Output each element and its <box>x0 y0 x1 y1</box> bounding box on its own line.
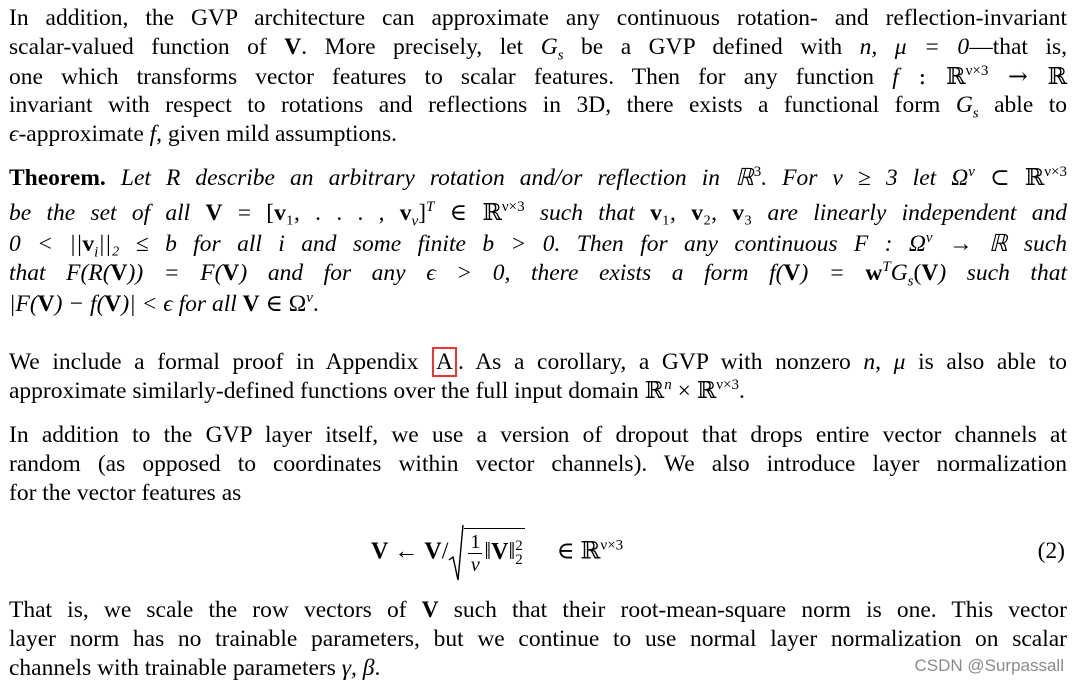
math-sub: s <box>557 47 564 64</box>
math-sup: ν×3 <box>600 537 624 554</box>
math-bold-V: V <box>205 200 223 226</box>
math-sup: ν <box>925 230 933 247</box>
theorem-line3 <box>9 230 1067 259</box>
math-bold-V: V <box>37 291 55 317</box>
math-epsilon: ϵ <box>9 121 19 147</box>
math-bold-V: V <box>110 260 128 286</box>
math-sub: i <box>94 244 99 261</box>
text: . For ν ≥ 3 let Ω <box>761 165 969 191</box>
math-bold-V: V <box>104 291 122 317</box>
math: ( <box>913 260 922 286</box>
text: , given mild assumptions. <box>156 121 398 147</box>
theorem-label: Theorem. <box>9 165 106 191</box>
math-bold-V: V <box>242 291 260 317</box>
para2-line1 <box>9 348 1067 377</box>
math-sub: s <box>907 273 914 290</box>
theorem-line1 <box>9 164 1067 193</box>
text: ||₂ ≤ b for all i and some finite b > 0. Then for any continuous F : Ω <box>98 231 926 257</box>
text: . <box>374 655 381 681</box>
text: In addition to the GVP layer itself, we use a version of dropout that drops entire vector channels at <box>9 422 1067 448</box>
math-bold-v: v <box>82 231 95 257</box>
math-bold-w: w <box>865 260 883 286</box>
theorem-line2 <box>9 199 1067 228</box>
math: ∈ Ω <box>259 291 307 317</box>
math: ∈ ℝ <box>434 200 502 226</box>
text: We include a formal proof in Appendix <box>9 349 431 375</box>
math-sup: 2 <box>515 538 523 554</box>
para1-line5 <box>9 120 1067 149</box>
math-slash: / <box>441 538 449 565</box>
sqrt-radical-icon <box>448 524 464 582</box>
equation-body <box>371 524 623 582</box>
para4-line2 <box>9 625 1067 654</box>
text: layer norm has no trainable parameters, but we continue to use normal layer normalization on scalar <box>9 626 1067 652</box>
text: able to <box>978 92 1067 118</box>
text: That is, we scale the row vectors of <box>9 597 422 623</box>
text: . <box>738 378 745 404</box>
para2-line2 <box>9 377 1067 406</box>
math-arrow: ← <box>388 538 425 565</box>
math-bold-V: V <box>284 34 302 60</box>
math-bold-v: v <box>650 200 662 226</box>
text: Let R describe an arbitrary rotation and/or reflection in ℝ <box>120 165 754 191</box>
math-sup: T <box>882 259 891 276</box>
fraction-denominator: ν <box>470 553 480 576</box>
math: = [ <box>222 200 275 226</box>
text: approximate similarly-defined functions over the full input domain ℝ <box>9 378 665 404</box>
para3-line1 <box>9 421 1067 450</box>
text: such that their root-mean-square norm is one. This vector <box>438 597 1067 623</box>
text: In addition, the GVP architecture can approximate any continuous rotation- and reflection-invariant <box>9 5 1067 31</box>
appendix-link[interactable]: A <box>432 347 457 377</box>
text: . As a corollary, a GVP with nonzero <box>457 349 864 375</box>
math-G: G <box>540 34 558 60</box>
para3-line2 <box>9 450 1067 479</box>
text: —that is, <box>969 34 1067 60</box>
math-bold-V: V <box>371 538 389 565</box>
math: ₃ <box>744 200 753 226</box>
text: . More precisely, let <box>301 34 541 60</box>
text: such that <box>524 200 651 226</box>
text: is also able to <box>905 349 1067 375</box>
math-inline: γ, β <box>341 655 375 681</box>
math-sub: ν <box>411 213 419 230</box>
text: |F( <box>9 291 38 317</box>
math-sup: ν×3 <box>716 377 739 394</box>
math-norm: ‖ <box>484 538 492 565</box>
math-sup: T <box>426 199 435 216</box>
theorem-line5 <box>9 290 1067 319</box>
math-subset: ⊂ ℝ <box>974 165 1045 191</box>
para4-line1 <box>9 596 1067 625</box>
math-sup: ν×3 <box>965 63 989 80</box>
para1-line3 <box>9 62 1067 92</box>
math-bold-V: V <box>424 538 442 565</box>
math-bold-v: v <box>274 200 286 226</box>
math: × ℝ <box>671 378 717 404</box>
text: invariant with respect to rotations and reflections in 3D, there exists a functional form <box>9 92 956 118</box>
text: )| < ϵ for all <box>121 291 243 317</box>
math-sup: ν <box>306 290 313 307</box>
math-bold-V: V <box>222 260 240 286</box>
text: for the vector features as <box>9 480 242 506</box>
math-bold-v: v <box>732 200 745 226</box>
text: channels with trainable parameters <box>9 655 342 681</box>
para1-line1 <box>9 4 1067 33</box>
math-G: G <box>955 92 973 118</box>
math-inline: n, μ <box>863 349 906 375</box>
math-norm: ‖ <box>508 538 516 565</box>
text: ) − f( <box>54 291 105 317</box>
math-bold-v: v <box>399 200 412 226</box>
math-sup: n <box>664 377 672 394</box>
math-sub: 2 <box>515 552 523 568</box>
math-G: G <box>890 260 908 286</box>
text: )) = F( <box>127 260 223 286</box>
math-sup: ν×3 <box>501 199 525 216</box>
text: be a GVP defined with <box>563 34 860 60</box>
text: → ℝ such <box>932 231 1067 257</box>
equation-2 <box>9 516 1067 586</box>
math-in: ∈ ℝ <box>556 538 601 565</box>
text: scalar-valued function of <box>9 34 285 60</box>
text: that F(R( <box>9 260 111 286</box>
text: ) such that <box>938 260 1067 286</box>
fraction-numerator: 1 <box>470 530 481 553</box>
text: ) = <box>800 260 866 286</box>
text: ) and for any ϵ > 0, there exists a form f( <box>239 260 784 286</box>
math-bold-V: V <box>421 597 439 623</box>
sqrt <box>448 524 524 582</box>
math-map: : ℝ <box>898 62 966 90</box>
para4-line3 <box>9 654 1067 683</box>
math-f: f <box>892 64 899 90</box>
theorem-line4 <box>9 259 1067 288</box>
math-inline: n, μ = 0 <box>859 34 970 60</box>
math: ] <box>418 200 427 226</box>
watermark: CSDN @Surpassall <box>914 656 1064 675</box>
math: ₂, <box>702 200 733 226</box>
math-sup: ν×3 <box>1044 164 1067 181</box>
math-sup: 3 <box>753 164 762 181</box>
para1-line2 <box>9 33 1067 62</box>
text: 0 < || <box>9 231 83 257</box>
sqrt-content <box>464 528 524 576</box>
text: . <box>312 291 319 317</box>
math-bold-V: V <box>491 538 509 565</box>
math-arrow: → ℝ <box>988 62 1067 90</box>
math-bold-v: v <box>691 200 703 226</box>
sub-sup-stack <box>515 539 523 567</box>
text: random (as opposed to coordinates within vector channels). We also introduce layer normalization <box>9 451 1067 477</box>
fraction <box>468 531 482 576</box>
math-sub: s <box>972 105 979 122</box>
math-bold-V: V <box>783 260 801 286</box>
math: ₁, . . . , <box>285 200 400 226</box>
math-sup: ν <box>968 164 975 181</box>
text: one which transforms vector features to scalar features. Then for any function <box>9 64 893 90</box>
math-f: f <box>149 121 157 147</box>
math-bold-V: V <box>921 260 939 286</box>
equation-number: (2) <box>1037 538 1065 564</box>
para3-line3 <box>9 479 1067 508</box>
text: are linearly independent and <box>752 200 1067 226</box>
math: ₁, <box>661 200 692 226</box>
para1-line4 <box>9 91 1067 120</box>
text: be the set of all <box>9 200 206 226</box>
text: -approximate <box>18 121 150 147</box>
